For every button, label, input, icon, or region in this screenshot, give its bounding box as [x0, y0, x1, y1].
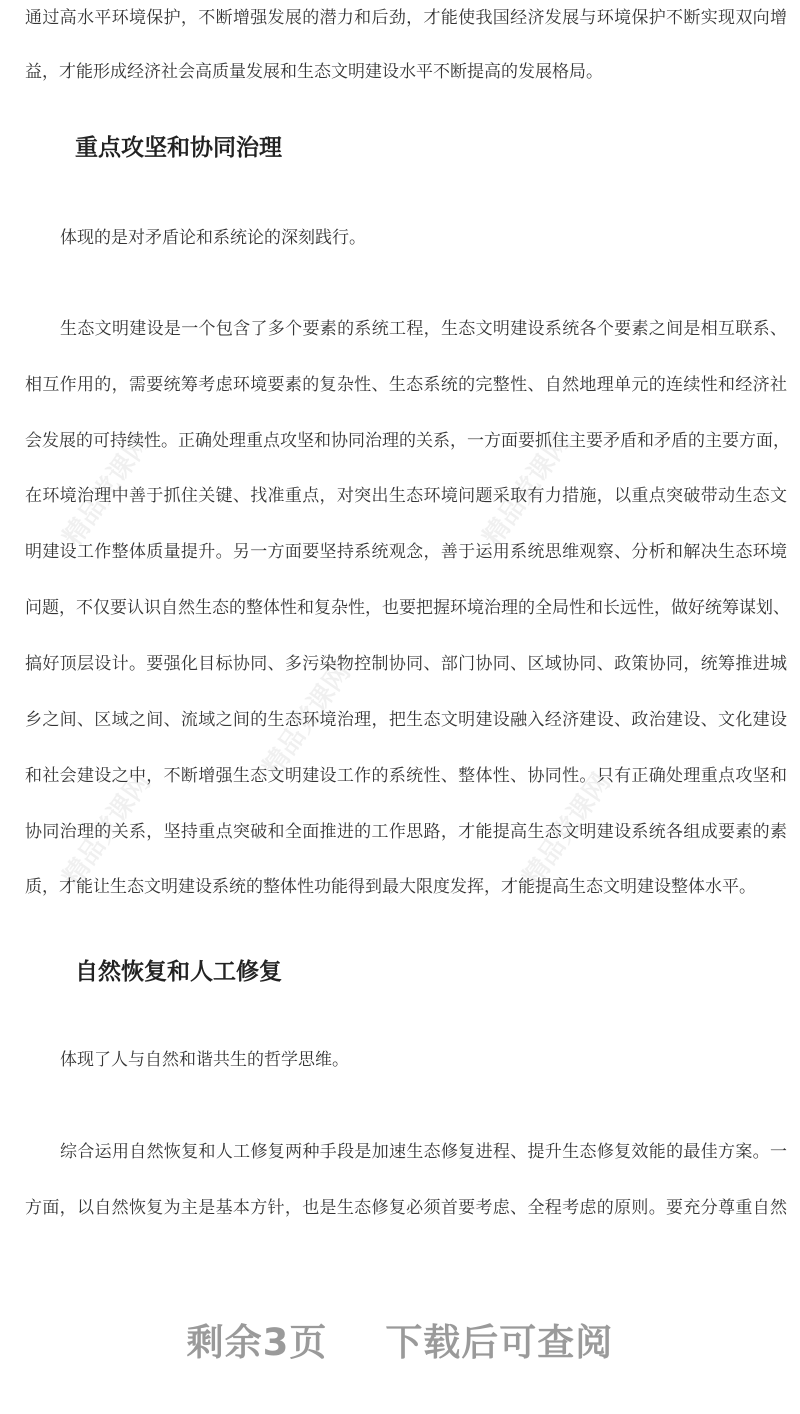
section-lead: 体现的是对矛盾论和系统论的深刻践行。 — [60, 228, 366, 248]
paragraph-line: 协同治理的关系，坚持重点突破和全面推进的工作思路，才能提高生态文明建设系统各组成要素的素 — [25, 822, 787, 842]
paragraph-line: 质，才能让生态文明建设系统的整体性功能得到最大限度发挥，才能提高生态文明建设整体水平。 — [25, 877, 756, 897]
section-heading: 重点攻坚和协同治理 — [75, 135, 282, 161]
paragraph-line: 在环境治理中善于抓住关键、找准重点，对突出生态环境问题采取有力措施，以重点突破带动生态文 — [25, 486, 787, 506]
paragraph-line: 综合运用自然恢复和人工修复两种手段是加速生态修复进程、提升生态修复效能的最佳方案。一 — [60, 1142, 787, 1162]
watermark: 精品党课网 — [57, 428, 157, 552]
paragraph-line: 生态文明建设是一个包含了多个要素的系统工程，生态文明建设系统各个要素之间是相互联系、 — [60, 319, 787, 339]
paragraph-line: 搞好顶层设计。要强化目标协同、多污染物控制协同、部门协同、区域协同、政策协同，统筹推进城 — [25, 654, 787, 674]
section-heading: 自然恢复和人工修复 — [75, 959, 282, 985]
watermark: 精品党课网 — [57, 768, 157, 892]
paragraph-line: 相互作用的，需要统筹考虑环境要素的复杂性、生态系统的完整性、自然地理单元的连续性和经济社 — [25, 375, 787, 395]
watermark: 精品党课网 — [517, 768, 617, 892]
download-to-view-label: 下载后可查阅 — [385, 1321, 614, 1364]
paragraph-line: 问题，不仅要认识自然生态的整体性和复杂性，也要把握环境治理的全局性和长远性，做好统筹谋划、 — [25, 598, 790, 618]
paragraph-line: 乡之间、区域之间、流域之间的生态环境治理，把生态文明建设融入经济建设、政治建设、文化建设 — [25, 710, 787, 730]
remaining-pages-label: 剩余3页 — [186, 1321, 328, 1364]
paragraph-line: 益，才能形成经济社会高质量发展和生态文明建设水平不断提高的发展格局。 — [25, 62, 603, 82]
watermark: 精品党课网 — [257, 658, 357, 782]
download-prompt[interactable] — [0, 1312, 800, 1366]
paragraph-line: 会发展的可持续性。正确处理重点攻坚和协同治理的关系，一方面要抓住主要矛盾和矛盾的主要方面， — [25, 431, 790, 451]
watermark: 精品党课网 — [477, 428, 577, 552]
paragraph-line: 明建设工作整体质量提升。另一方面要坚持系统观念，善于运用系统思维观察、分析和解决生态环境 — [25, 542, 787, 562]
paragraph-line: 通过高水平环境保护，不断增强发展的潜力和后劲，才能使我国经济发展与环境保护不断实现双向增 — [25, 8, 787, 28]
paragraph-line: 和社会建设之中，不断增强生态文明建设工作的系统性、整体性、协同性。只有正确处理重点攻坚和 — [25, 766, 787, 786]
paragraph-line: 方面，以自然恢复为主是基本方针，也是生态修复必须首要考虑、全程考虑的原则。要充分尊重自然 — [25, 1198, 787, 1218]
section-lead: 体现了人与自然和谐共生的哲学思维。 — [60, 1050, 349, 1070]
